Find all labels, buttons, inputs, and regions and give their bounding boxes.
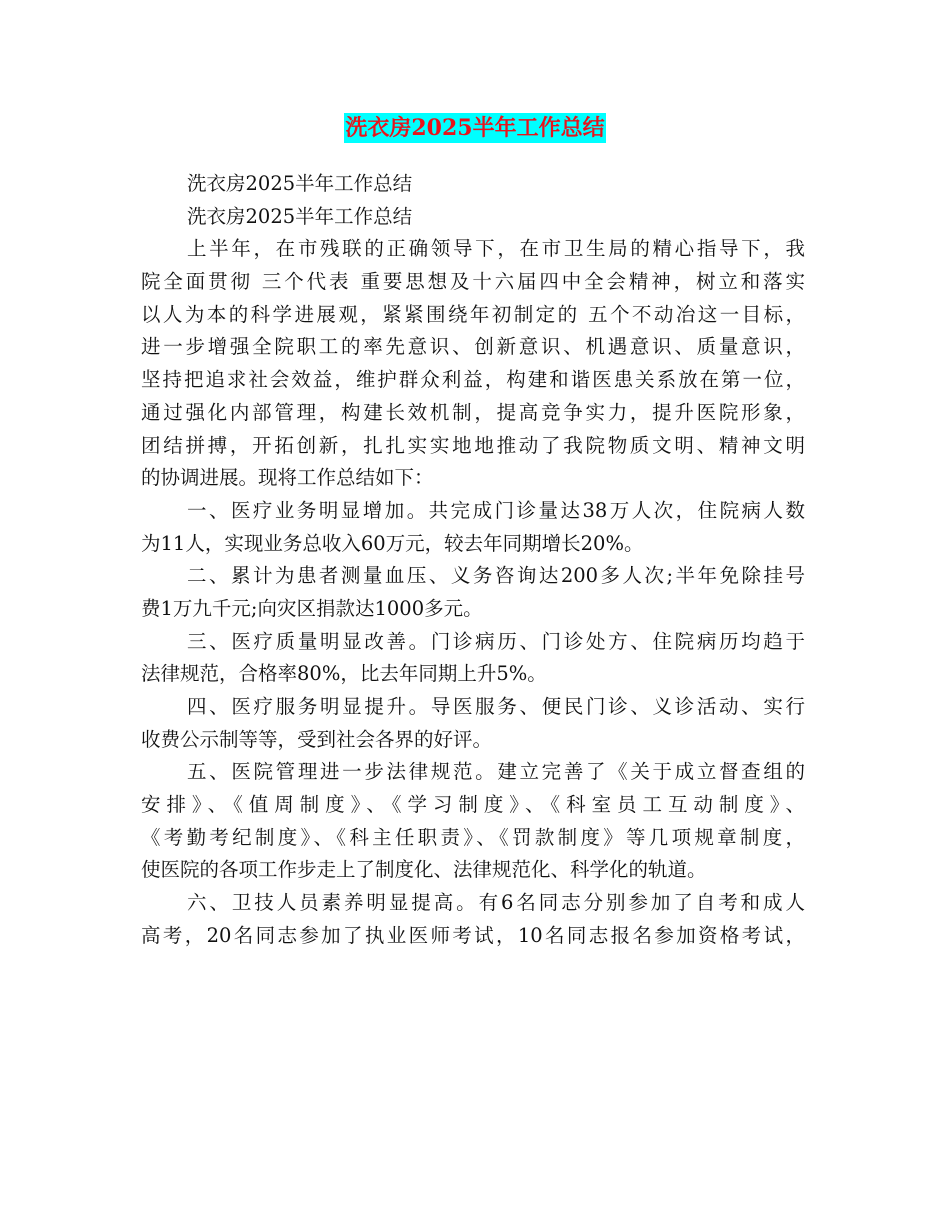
body-line: 以人为本的科学进展观，紧紧围绕年初制定的 五个不动冶这一目标， <box>141 302 805 326</box>
body-line: 安排》、《值周制度》、《学习制度》、《科室员工互动制度》、 <box>141 793 805 817</box>
body-line: 六、卫技人员素养明显提高。有6名同志分别参加了自考和成人 <box>187 891 805 915</box>
body-line: 坚持把追求社会效益，维护群众利益，构建和谐医患关系放在第一位， <box>141 368 805 392</box>
body-line: 二、累计为患者测量血压、义务咨询达200多人次;半年免除挂号 <box>187 564 805 588</box>
body-line: 通过强化内部管理，构建长效机制，提高竞争实力，提升医院形象， <box>141 400 805 424</box>
body-line: 一、医疗业务明显增加。共完成门诊量达38万人次，住院病人数 <box>187 498 805 522</box>
title-row <box>0 113 950 143</box>
body-line: 高考，20名同志参加了执业医师考试，10名同志报名参加资格考试， <box>141 923 805 947</box>
body-line: 进一步增强全院职工的率先意识、创新意识、机遇意识、质量意识， <box>141 335 805 359</box>
body-line: 费1万九千元;向灾区捐款达1000多元。 <box>141 596 483 620</box>
document-title: 洗衣房2025半年工作总结 <box>345 115 605 141</box>
body-line: 使医院的各项工作步走上了制度化、法律规范化、科学化的轨道。 <box>141 858 707 882</box>
body-line: 法律规范，合格率80%，比去年同期上升5%。 <box>141 662 547 686</box>
body-line: 洗衣房2025半年工作总结 <box>187 204 413 228</box>
document-body <box>141 168 805 953</box>
body-line: 上半年，在市残联的正确领导下，在市卫生局的精心指导下，我 <box>187 237 805 261</box>
body-line: 团结拼搏，开拓创新，扎扎实实地地推动了我院物质文明、精神文明 <box>141 433 805 457</box>
body-line: 院全面贯彻 三个代表 重要思想及十六届四中全会精神，树立和落实 <box>141 270 805 294</box>
body-line: 收费公示制等等，受到社会各界的好评。 <box>141 727 493 751</box>
body-line: 洗衣房2025半年工作总结 <box>187 172 413 195</box>
body-line: 五、医院管理进一步法律规范。建立完善了《关于成立督查组的 <box>187 760 805 784</box>
body-line: 为11人，实现业务总收入60万元，较去年同期增长20%。 <box>141 531 644 555</box>
body-line: 的协调进展。现将工作总结如下： <box>141 466 434 490</box>
body-line: 《考勤考纪制度》、《科主任职责》、《罚款制度》等几项规章制度， <box>141 825 805 849</box>
body-line: 四、医疗服务明显提升。导医服务、便民门诊、义诊活动、实行 <box>187 695 805 718</box>
body-line: 三、医疗质量明显改善。门诊病历、门诊处方、住院病历均趋于 <box>187 629 805 653</box>
